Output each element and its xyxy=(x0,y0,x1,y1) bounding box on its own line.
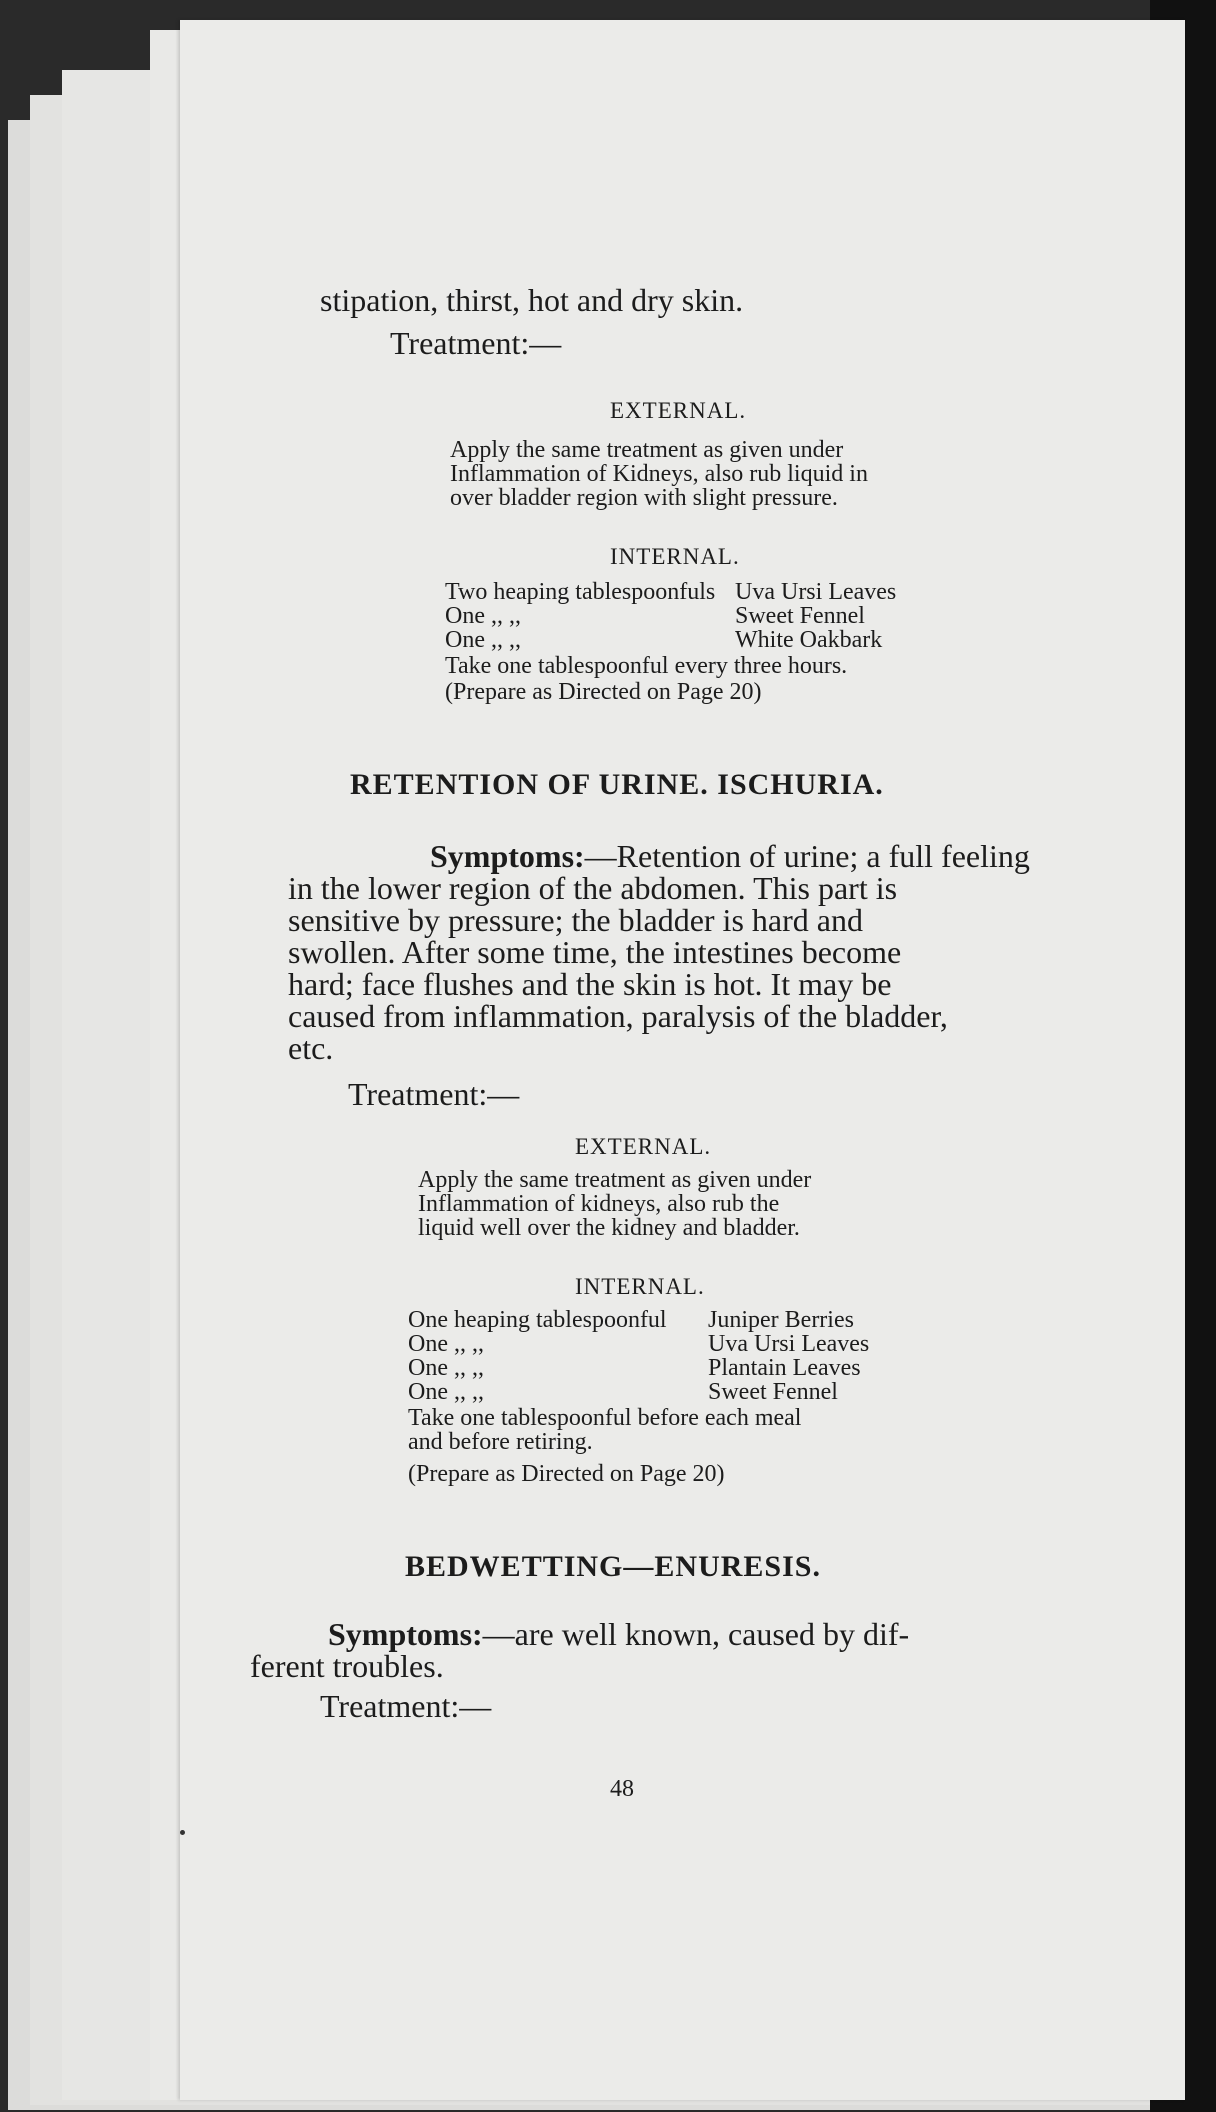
recipe-item: Juniper Berries xyxy=(708,1307,854,1333)
recipe-item: Plantain Leaves xyxy=(708,1355,861,1381)
recipe-qty: One ,, ,, xyxy=(408,1379,484,1405)
prepare-note: (Prepare as Directed on Page 20) xyxy=(445,679,762,705)
symptoms-line: swollen. After some time, the intestines become xyxy=(288,934,902,970)
recipe-qty: One ,, ,, xyxy=(408,1355,484,1381)
external-line: liquid well over the kidney and bladder. xyxy=(418,1215,800,1241)
external-line: Inflammation of kidneys, also rub the xyxy=(418,1191,780,1217)
symptoms-line: caused from inflammation, paralysis of the bladder, xyxy=(288,998,948,1034)
external-line: over bladder region with slight pressure. xyxy=(450,485,838,511)
internal-heading: INTERNAL. xyxy=(575,1274,705,1299)
symptoms-line: etc. xyxy=(288,1030,334,1066)
prepare-note: (Prepare as Directed on Page 20) xyxy=(408,1461,725,1487)
recipe-item: Uva Ursi Leaves xyxy=(708,1331,870,1357)
recipe-item: Uva Ursi Leaves xyxy=(735,579,897,605)
continuation-line: stipation, thirst, hot and dry skin. xyxy=(320,282,744,318)
internal-heading: INTERNAL. xyxy=(610,544,740,569)
treatment-label: Treatment:— xyxy=(390,325,562,361)
treatment-label: Treatment:— xyxy=(348,1076,520,1112)
treatment-label: Treatment:— xyxy=(320,1688,492,1724)
external-line: Apply the same treatment as given under xyxy=(418,1167,812,1193)
recipe-qty: One ,, ,, xyxy=(408,1331,484,1357)
symptoms-label: Symptoms: xyxy=(430,838,585,874)
external-heading: EXTERNAL. xyxy=(575,1134,712,1159)
recipe-qty: One ,, ,, xyxy=(445,603,521,629)
symptoms-line: hard; face flushes and the skin is hot. It may be xyxy=(288,966,892,1002)
symptoms-line: sensitive by pressure; the bladder is hard and xyxy=(288,902,863,938)
external-line: Inflammation of Kidneys, also rub liquid in xyxy=(450,461,868,487)
recipe-row xyxy=(408,1308,854,1332)
symptoms-line: ferent troubles. xyxy=(250,1648,444,1684)
symptoms-label: Symptoms: xyxy=(328,1616,483,1652)
recipe-row xyxy=(408,1356,861,1380)
recipe-qty: One heaping tablespoonful xyxy=(408,1307,667,1333)
recipe-qty: Two heaping tablespoonfuls xyxy=(445,579,716,605)
recipe-qty: One ,, ,, xyxy=(445,627,521,653)
symptoms-text: —are well known, caused by dif- xyxy=(482,1616,910,1652)
page-content xyxy=(180,20,1185,2100)
dose-line: Take one tablespoonful every three hours. xyxy=(445,653,848,679)
recipe-item: White Oakbark xyxy=(735,627,883,653)
recipe-row xyxy=(408,1380,838,1404)
recipe-row xyxy=(408,1332,869,1356)
recipe-row xyxy=(445,580,896,604)
dose-line: Take one tablespoonful before each meal xyxy=(408,1405,802,1431)
recipe-item: Sweet Fennel xyxy=(735,603,865,629)
symptoms-line: in the lower region of the abdomen. This part is xyxy=(288,870,898,906)
symptoms-text: —Retention of urine; a full feeling xyxy=(584,838,1030,874)
external-heading: EXTERNAL. xyxy=(610,398,747,423)
recipe-item: Sweet Fennel xyxy=(708,1379,838,1405)
recipe-row xyxy=(445,604,865,628)
section-title: BEDWETTING—ENURESIS. xyxy=(405,1550,821,1583)
section-title: RETENTION OF URINE. ISCHURIA. xyxy=(350,768,884,801)
external-line: Apply the same treatment as given under xyxy=(450,437,844,463)
book-page xyxy=(180,20,1185,2100)
page-speck xyxy=(180,1830,185,1835)
page-number: 48 xyxy=(610,1776,634,1802)
dose-line: and before retiring. xyxy=(408,1429,593,1455)
recipe-row xyxy=(445,628,882,652)
